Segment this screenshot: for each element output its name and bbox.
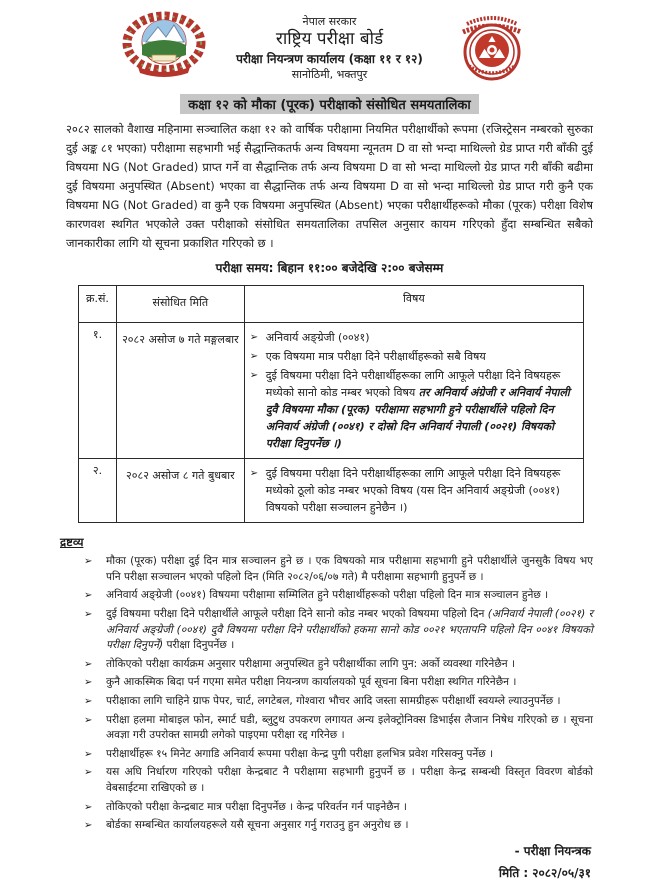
row-sn: १. [79,322,117,458]
row-sn: २. [79,459,117,523]
government-line: नेपाल सरकार [302,14,357,28]
arrow-bullet-icon: ➢ [84,556,93,568]
table-row [79,459,584,523]
notes-heading: द्रष्टव्य [60,535,84,550]
subject-item [250,367,578,452]
row-subjects [244,459,583,523]
subject-emphasis-text: तर अनिवार्य अंग्रेजी र अनिवार्य नेपाली दुवै विषयमा मौका (पूरक) परीक्षामा सहभागी हुने परीक्षार्थीले पहिलो दिन अनिवार्य अंग्रेजी (००४१) र दोस्रो दिन अनिवार्य नेपाली (००२१) विषयको परीक्षा दिनुपर्नेछ ।) [265,385,570,451]
header-text-block [206,15,453,82]
col-header-subject: विषय [244,286,583,323]
note-item [84,818,593,834]
arrow-bullet-icon: ➢ [249,369,259,381]
note-item [84,694,593,710]
document-header [66,10,593,86]
subject-text: दुई विषयमा परीक्षा दिने परीक्षार्थीहरूका लागि आफूले परीक्षा दिने विषयहरू मध्येको सानो कोड नम्बर भएको विषय तर अनिवार्य अंग्रेजी र अनिवार्य नेपाली दुवै विषयमा मौका (पूरक) परीक्षामा सहभागी हुने परीक्षार्थीले पहिलो दिन अनिवार्य अंग्रेजी (००४१) र दोस्रो दिन अनिवार्य नेपाली (००२१) विषयको परीक्षा दिनुपर्नेछ ।) [265,368,570,451]
row-date: २०८२ असोज ७ गते मङ्गलबार [116,322,244,458]
address-line: सानोठिमी, भक्तपुर [291,67,368,81]
note-text: परीक्षार्थीहरू १५ मिनेट अगाडि अनिवार्य रूपमा परीक्षा केन्द्र पुगी परीक्षा हलभित्र प्रवेश गरिसक्नु पर्नेछ । [106,747,494,760]
intro-paragraph: २०८२ सालको वैशाख महिनामा सञ्चालित कक्षा १२ को वार्षिक परीक्षामा नियमित परीक्षार्थीको रूपमा (रजिस्ट्रेसन नम्बरको सुरुका दुई अङ्क ८१ भएका) परीक्षामा सहभागी भई सैद्धान्तिकतर्फ अन्य विषयमा न्यूनतम D वा सो भन्दा माथिल्लो ग्रेड प्राप्त गरी बाँकी दुई विषयमा NG (Not Graded) प्राप्त गर्ने वा सैद्धान्तिक तर्फ अन्य विषयमा D वा सो भन्दा माथिल्लो ग्रेड प्राप्त गरी बाँकी बढीमा दुई विषयमा अनुपस्थित (Absent) भएका वा सैद्धान्तिक तर्फ अन्य विषयमा D वा सो भन्दा माथिल्लो ग्रेड प्राप्त गरी कुनै एक विषयमा NG (Not Graded) वा कुनै एक विषयमा अनुपस्थित (Absent) भएका परीक्षार्थीहरूको मौका (पूरक) परीक्षा विशेष कारणवश स्थगित भएकोले उक्त परीक्षाको संसोधित समयतालिका तपसिल अनुसार कायम गरिएको हुँदा सम्बन्धित सबैको जानकारीका लागि यो सूचना प्रकाशित गरिएको छ । [66,122,593,250]
subject-item [250,348,578,365]
col-header-sn: क्र.सं. [79,286,117,323]
note-item [84,657,593,673]
notes-list [84,554,593,834]
arrow-bullet-icon: ➢ [84,820,93,832]
subject-text: एक विषयमा मात्र परीक्षा दिने परीक्षार्थीहरूको सबै विषय [265,349,486,363]
signatory-title: - परीक्षा नियन्त्रक [514,843,591,858]
note-text: तोकिएको परीक्षा केन्द्रबाट मात्र परीक्षा दिनुपर्नेछ । केन्द्र परिवर्तन गर्न पाइनेछैन । [106,800,407,813]
arrow-bullet-icon: ➢ [84,590,93,602]
table-row [79,322,584,458]
note-item [84,747,593,763]
subject-item [250,465,578,516]
subject-item [250,329,578,346]
arrow-bullet-icon: ➢ [249,331,259,343]
schedule-table [78,285,584,523]
note-text: दुई विषयमा परीक्षा दिने परीक्षार्थीले आफूले परीक्षा दिने सानो कोड नम्बर भएको विषयमा पहिलो दिन (अनिवार्य नेपाली (००२१) र अनिवार्य अङ्ग्रेजी (००४१) दुवै विषयमा परीक्षा दिने परीक्षार्थीको हकमा सानो कोड ००२१ भएतापनि पहिलो दिन ००४१ विषयको परीक्षा दिनुपर्ने) परीक्षा दिनुपर्नेछ । [106,608,593,652]
signature-block [66,842,593,881]
row-date: २०८२ असोज ८ गते बुधबार [116,459,244,523]
signature-date: मिति : २०८२/०५/३१ [498,865,591,880]
arrow-bullet-icon: ➢ [84,658,93,670]
note-text: परीक्षाका लागि चाहिने ग्राफ पेपर, चार्ट, लगटेबल, गोश्वारा भौचर आदि जस्ता सामग्रीहरू परीक्षार्थी स्वयम्ले ल्याउनुपर्नेछ । [106,695,561,708]
note-text: परीक्षा हलमा मोबाइल फोन, स्मार्ट घडी, ब्लुटुथ उपकरण लगायत अन्य इलेक्ट्रोनिक्स डिभाईस लैजान निषेध गरिएको छ । सूचना अवज्ञा गरी उपरोक्त सामग्री लगेको पाइएमा परीक्षा रद्द गरिनेछ । [106,713,593,742]
arrow-bullet-icon: ➢ [84,801,93,813]
note-text: कुनै आकस्मिक बिदा पर्न गएमा समेत परीक्षा नियन्त्रण कार्यालयको पूर्व सूचना बिना परीक्षा स्थगित गरिनेछैन । [106,676,517,689]
note-item [84,800,593,816]
note-item [84,713,593,744]
note-text: यस अघि निर्धारण गरिएको परीक्षा केन्द्रबाट नै परीक्षामा सहभागी हुनुपर्ने छ । परीक्षा केन्द्र सम्बन्धी विस्तृत विवरण बोर्डको वेबसाईटमा राखिएको छ । [106,766,593,794]
arrow-bullet-icon: ➢ [84,677,93,689]
schedule-table-header [79,286,584,323]
arrow-bullet-icon: ➢ [84,748,93,760]
subject-text: अनिवार्य अङ्ग्रेजी (००४१) [265,330,370,344]
col-header-date: संसोधित मिति [116,286,244,323]
arrow-bullet-icon: ➢ [84,767,93,779]
note-text: बोर्डका सम्बन्धित कार्यालयहरूले यसै सूचना अनुसार गर्नु गराउनु हुन अनुरोध छ । [106,819,409,832]
arrow-bullet-icon: ➢ [84,714,93,726]
arrow-bullet-icon: ➢ [249,350,259,362]
schedule-table-body [79,322,584,522]
note-text: तोकिएको परीक्षा कार्यक्रम अनुसार परीक्षामा अनुपस्थित हुने परीक्षार्थीका लागि पुन: अर्को व्यवस्था गरिनेछैन । [106,657,516,670]
office-line: परीक्षा नियन्त्रण कार्यालय (कक्षा ११ र १२) [236,51,423,66]
note-item [84,588,593,604]
note-item [84,765,593,796]
row-subjects [244,322,583,458]
board-name: राष्ट्रिय परीक्षा बोर्ड [275,29,384,50]
note-item [84,554,593,585]
title-row [66,94,593,114]
subject-text: दुई विषयमा परीक्षा दिने परीक्षार्थीहरूका लागि आफूले परीक्षा दिने विषयहरू मध्येको ठूलो कोड नम्बर भएको विषय (यस दिन अनिवार्य अङ्ग्रेजी (००४१) विषयको परीक्षा सञ्चालन हुनेछैन ।) [265,467,561,515]
arrow-bullet-icon: ➢ [84,609,93,621]
note-text: मौका (पूरक) परीक्षा दुई दिन मात्र सञ्चालन हुने छ । एक विषयको मात्र परीक्षामा सहभागी हुने परीक्षार्थीले जुनसुकै विषय भए पनि परीक्षा सञ्चालन भएको पहिलो दिन (मिति २०८२/०६/०७ गते) मै परीक्षामा सहभागी हुनुपर्ने छ । [106,555,593,583]
exam-time-line: परीक्षा समय: बिहान ११:०० बजेदेखि २:०० बजेसम्म [215,261,444,275]
neb-seal-icon [453,10,531,86]
nepal-government-emblem-icon [122,11,206,85]
arrow-bullet-icon: ➢ [249,468,259,480]
note-item [84,607,593,654]
note-item [84,675,593,691]
arrow-bullet-icon: ➢ [84,696,93,708]
notice-title: कक्षा १२ को मौका (पूरक) परीक्षाको संसोधित समयतालिका [180,94,479,114]
note-text: अनिवार्य अङ्ग्रेजी (००४१) विषयमा परीक्षामा सम्मिलित हुने परीक्षार्थीहरूको परीक्षा पहिलो दिन मात्र सञ्चालन हुनेछ । [106,589,549,602]
